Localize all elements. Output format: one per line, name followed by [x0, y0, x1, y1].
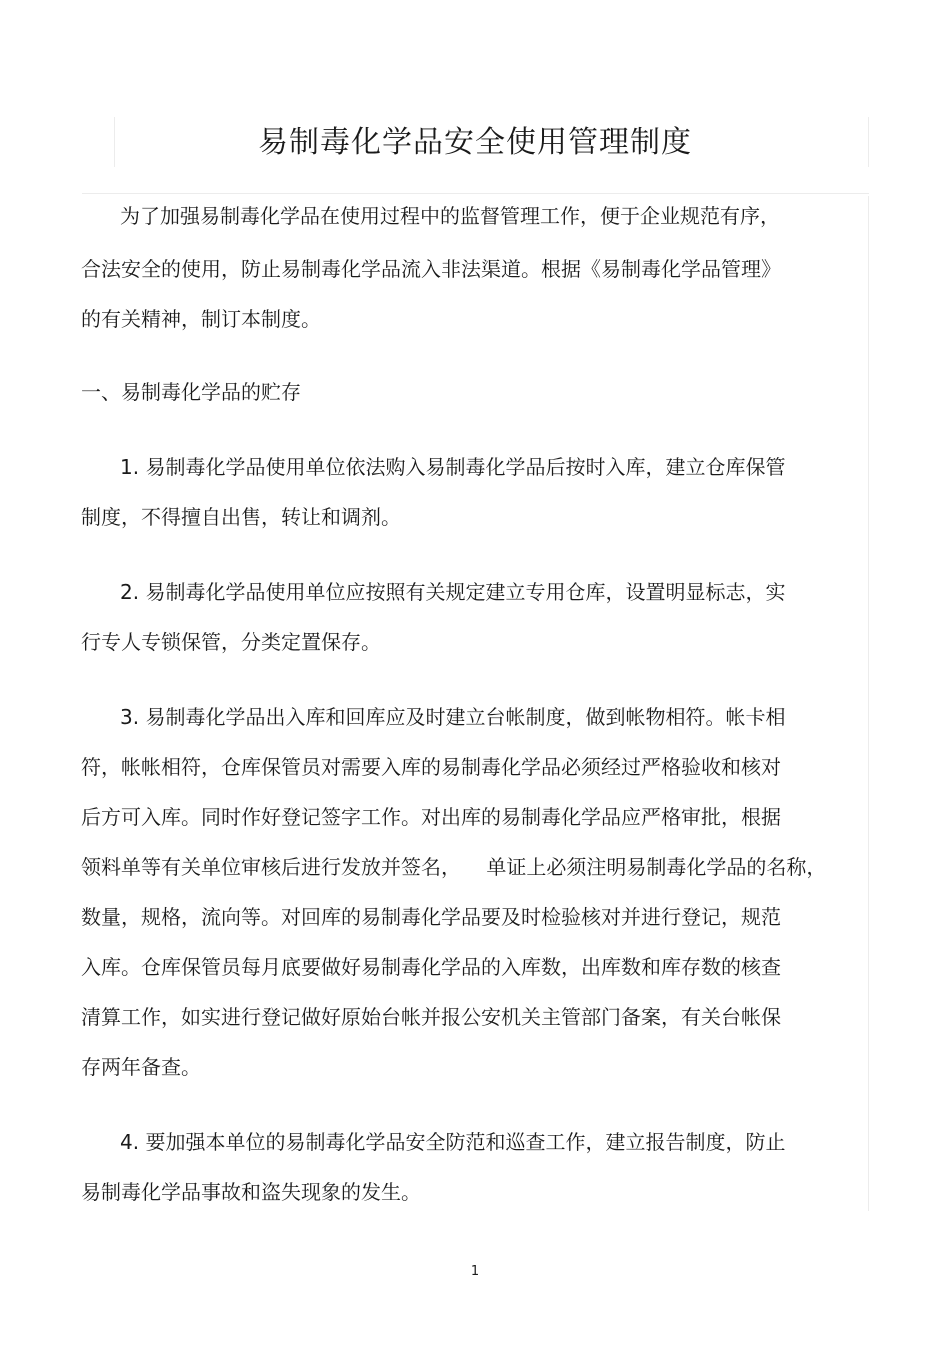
body-right-rule [868, 196, 869, 1211]
title-underline-rule [82, 193, 869, 194]
item-3-line-8: 存两年备查。 [81, 1055, 201, 1079]
item-3-line-1: 3. 易制毒化学品出入库和回库应及时建立台帐制度，做到帐物相符。帐卡相 [120, 705, 786, 729]
intro-line-2: 合法安全的使用，防止易制毒化学品流入非法渠道。根据《易制毒化学品管理》 [81, 257, 781, 281]
item-2-line-1: 2. 易制毒化学品使用单位应按照有关规定建立专用仓库，设置明显标志，实 [120, 580, 786, 604]
item-1-line-1: 1. 易制毒化学品使用单位依法购入易制毒化学品后按时入库，建立仓库保管 [120, 455, 786, 479]
item-3-line-3: 后方可入库。同时作好登记签字工作。对出库的易制毒化学品应严格审批，根据 [81, 805, 781, 829]
item-3-line-7: 清算工作，如实进行登记做好原始台帐并报公安机关主管部门备案，有关台帐保 [81, 1005, 781, 1029]
section-heading: 一、易制毒化学品的贮存 [81, 380, 301, 404]
item-2-line-2: 行专人专锁保管，分类定置保存。 [81, 630, 381, 654]
intro-line-1: 为了加强易制毒化学品在使用过程中的监督管理工作，便于企业规范有序， [120, 204, 780, 228]
item-3-line-5: 数量，规格，流向等。对回库的易制毒化学品要及时检验核对并进行登记，规范 [81, 905, 781, 929]
item-4-line-1: 4. 要加强本单位的易制毒化学品安全防范和巡查工作，建立报告制度，防止 [120, 1130, 786, 1154]
page-number: 1 [470, 1264, 480, 1279]
item-1-line-2: 制度，不得擅自出售，转让和调剂。 [81, 505, 401, 529]
item-3-line-2: 符，帐帐相符，仓库保管员对需要入库的易制毒化学品必须经过严格验收和核对 [81, 755, 781, 779]
item-4-line-2: 易制毒化学品事故和盗失现象的发生。 [81, 1180, 421, 1204]
intro-line-3: 的有关精神，制订本制度。 [81, 307, 321, 331]
document-title: 易制毒化学品安全使用管理制度 [258, 125, 692, 160]
item-3-line-6: 入库。仓库保管员每月底要做好易制毒化学品的入库数，出库数和库存数的核查 [81, 955, 781, 979]
item-3-line-4: 领料单等有关单位审核后进行发放并签名， 单证上必须注明易制毒化学品的名称， [81, 855, 827, 879]
